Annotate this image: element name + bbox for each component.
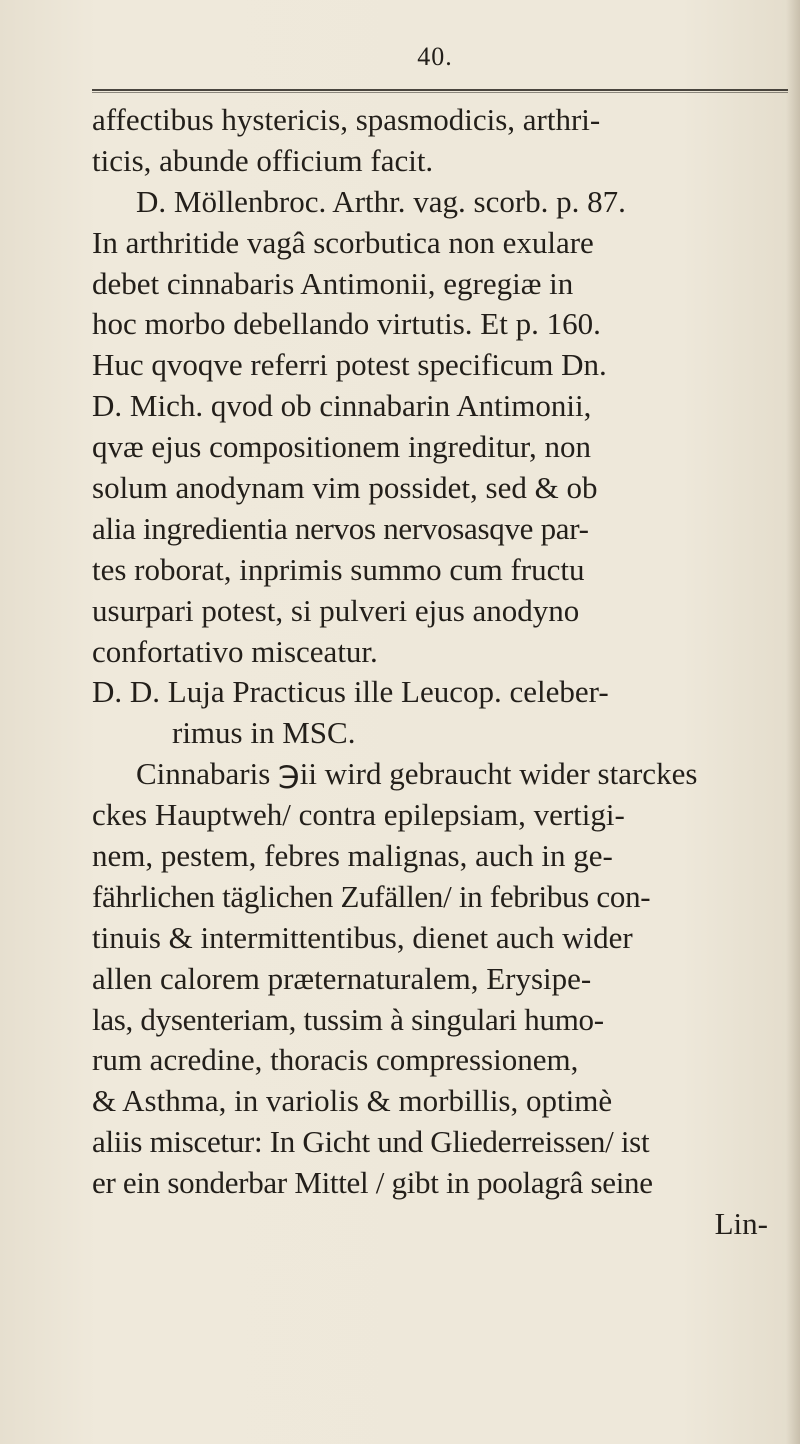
- text-line: ticis, abunde officium facit.: [92, 142, 434, 178]
- text-line: tes roborat, inprimis summo cum fructu: [92, 551, 585, 587]
- text-line: allen calorem præternaturalem, Erysipe-: [92, 960, 592, 996]
- text-line: Cinnabaris ℈ii wird gebraucht wider starckes: [136, 756, 698, 792]
- page-number: 40.: [417, 42, 453, 71]
- header-rule-thin: [92, 92, 788, 93]
- header-rule-thick: [92, 89, 788, 91]
- text-line: las, dysenteriam, tussim à singulari humo-: [92, 1001, 604, 1037]
- text-line: rum acredine, thoracis compressionem,: [92, 1042, 579, 1078]
- text-line: alia ingredientia nervos nervosasqve par-: [92, 510, 589, 546]
- text-line: & Asthma, in variolis & morbillis, optimè: [92, 1083, 613, 1119]
- text-line: In arthritide vagâ scorbutica non exulare: [92, 224, 594, 260]
- text-line: Huc qvoqve referri potest specificum Dn.: [92, 347, 607, 383]
- text-line: nem, pestem, febres malignas, auch in ge-: [92, 838, 613, 874]
- text-line: ckes Hauptweh/ contra epilepsiam, vertigi-: [92, 797, 625, 833]
- header-rule: [92, 88, 788, 93]
- catchword: Lin-: [714, 1206, 768, 1242]
- page-edge-shadow: [786, 0, 800, 1444]
- text-line: D. Mich. qvod ob cinnabarin Antimonii,: [92, 388, 592, 424]
- text-line: usurpari potest, si pulveri ejus anodyno: [92, 592, 580, 628]
- text-line: solum anodynam vim possidet, sed & ob: [92, 470, 598, 506]
- text-line: aliis miscetur: In Gicht und Gliederreissen/ ist: [92, 1124, 650, 1160]
- body-text: [92, 100, 792, 1245]
- text-line: fährlichen täglichen Zufällen/ in febribus con-: [92, 878, 651, 914]
- text-line: tinuis & intermittentibus, dienet auch wider: [92, 919, 633, 955]
- text-line: confortativo misceatur.: [92, 633, 378, 669]
- text-line: rimus in MSC.: [172, 715, 356, 751]
- text-line: er ein sonderbar Mittel / gibt in poolagrâ seine: [92, 1165, 653, 1201]
- text-line: affectibus hystericis, spasmodicis, arthri-: [92, 102, 601, 137]
- text-line: hoc morbo debellando virtutis. Et p. 160.: [92, 306, 601, 342]
- text-line: D. Möllenbroc. Arthr. vag. scorb. p. 87.: [136, 183, 626, 219]
- text-line: debet cinnabaris Antimonii, egregiæ in: [92, 265, 574, 301]
- text-line: D. D. Luja Practicus ille Leucop. celeber-: [92, 674, 609, 710]
- text-line: qvæ ejus compositionem ingreditur, non: [92, 429, 592, 465]
